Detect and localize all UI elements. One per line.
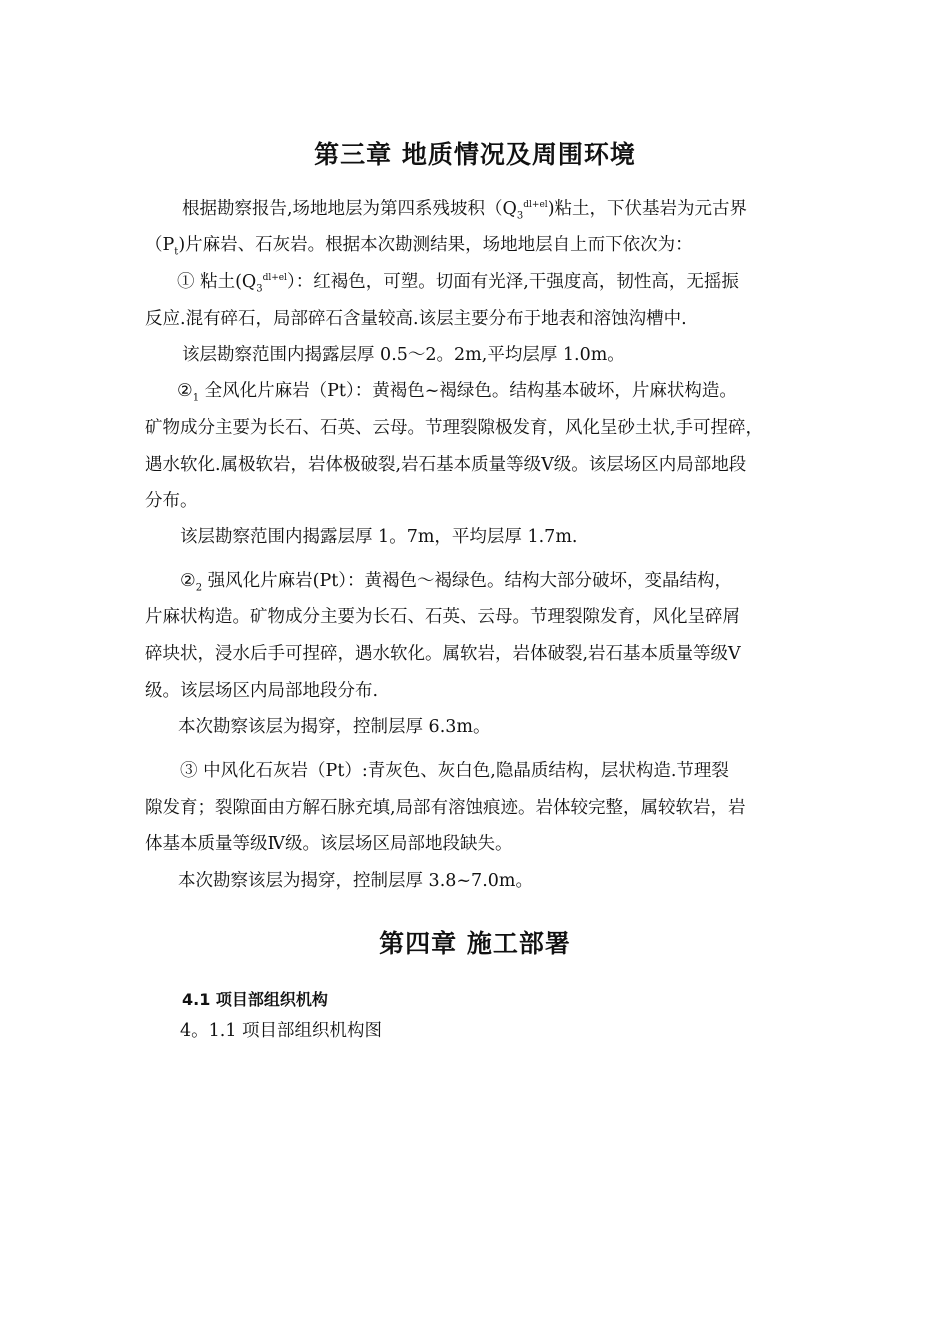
layer-3-line-1: ③ 中风化石灰岩（Pt）:青灰色、灰白色,隐晶质结构，层状构造.节理裂 [180, 761, 729, 781]
layer-1-thickness: 该层勘察范围内揭露层厚 0.5～2。2m,平均层厚 1.0m。 [182, 345, 625, 365]
layer-3-thickness: 本次勘察该层为揭穿，控制层厚 3.8~7.0m。 [178, 871, 533, 891]
layer-2-1-line-3: 遇水软化.属极软岩，岩体极破裂,岩石基本质量等级Ⅴ级。该层场区内局部地段 [145, 455, 747, 475]
layer-2-2-line-2: 片麻状构造。矿物成分主要为长石、石英、云母。节理裂隙发育，风化呈碎屑 [145, 607, 740, 627]
layer-1-clay-line-1: ① 粘土$(Q_3^{dl+el})$：红褐色，可塑。切面有光泽,干强度高，韧性高，无摇振 [177, 272, 739, 295]
layer-2-2-line-1: $②_2$ 强风化片麻岩(Pt）：黄褐色～褐绿色。结构大部分破坏，变晶结构， [180, 571, 733, 594]
chapter-3-title: 第三章 地质情况及周围环境 [314, 140, 636, 169]
layer-2-1-thickness: 该层勘察范围内揭露层厚 1。7m，平均层厚 1.7m. [180, 527, 578, 547]
section-4-1-heading: 4.1 项目部组织机构 [182, 990, 328, 1009]
layer-2-1-line-1: $②_1$ 全风化片麻岩（Pt）：黄褐色~褐绿色。结构基本破坏，片麻状构造。 [177, 381, 737, 404]
subsection-4-1-1-heading: 4。1.1 项目部组织机构图 [180, 1021, 383, 1041]
layer-1-clay-line-2: 反应.混有碎石，局部碎石含量较高.该层主要分布于地表和溶蚀沟槽中. [145, 309, 687, 329]
layer-3-line-3: 体基本质量等级Ⅳ级。该层场区局部地段缺失。 [145, 834, 513, 854]
chapter-4-title: 第四章 施工部署 [379, 929, 571, 958]
layer-3-line-2: 隙发育；裂隙面由方解石脉充填,局部有溶蚀痕迹。岩体较完整，属较软岩，岩 [145, 798, 746, 818]
layer-2-1-line-4: 分布。 [145, 491, 198, 511]
paragraph-intro-line-2: $(P_t)$片麻岩、石灰岩。根据本次勘测结果，场地地层自上而下依次为： [145, 235, 693, 258]
layer-2-2-line-4: 级。该层场区内局部地段分布. [145, 681, 379, 701]
layer-2-2-line-3: 碎块状，浸水后手可捏碎，遇水软化。属软岩，岩体破裂,岩石基本质量等级Ⅴ [145, 644, 741, 664]
layer-2-1-line-2: 矿物成分主要为长石、石英、云母。节理裂隙极发育，风化呈砂土状,手可捏碎， [145, 418, 764, 438]
layer-2-2-thickness: 本次勘察该层为揭穿，控制层厚 6.3m。 [178, 717, 491, 737]
paragraph-intro-line-1: 根据勘察报告,场地地层为第四系残坡积$(Q_3^{dl+el})$粘土，下伏基岩为元古界 [182, 199, 748, 222]
